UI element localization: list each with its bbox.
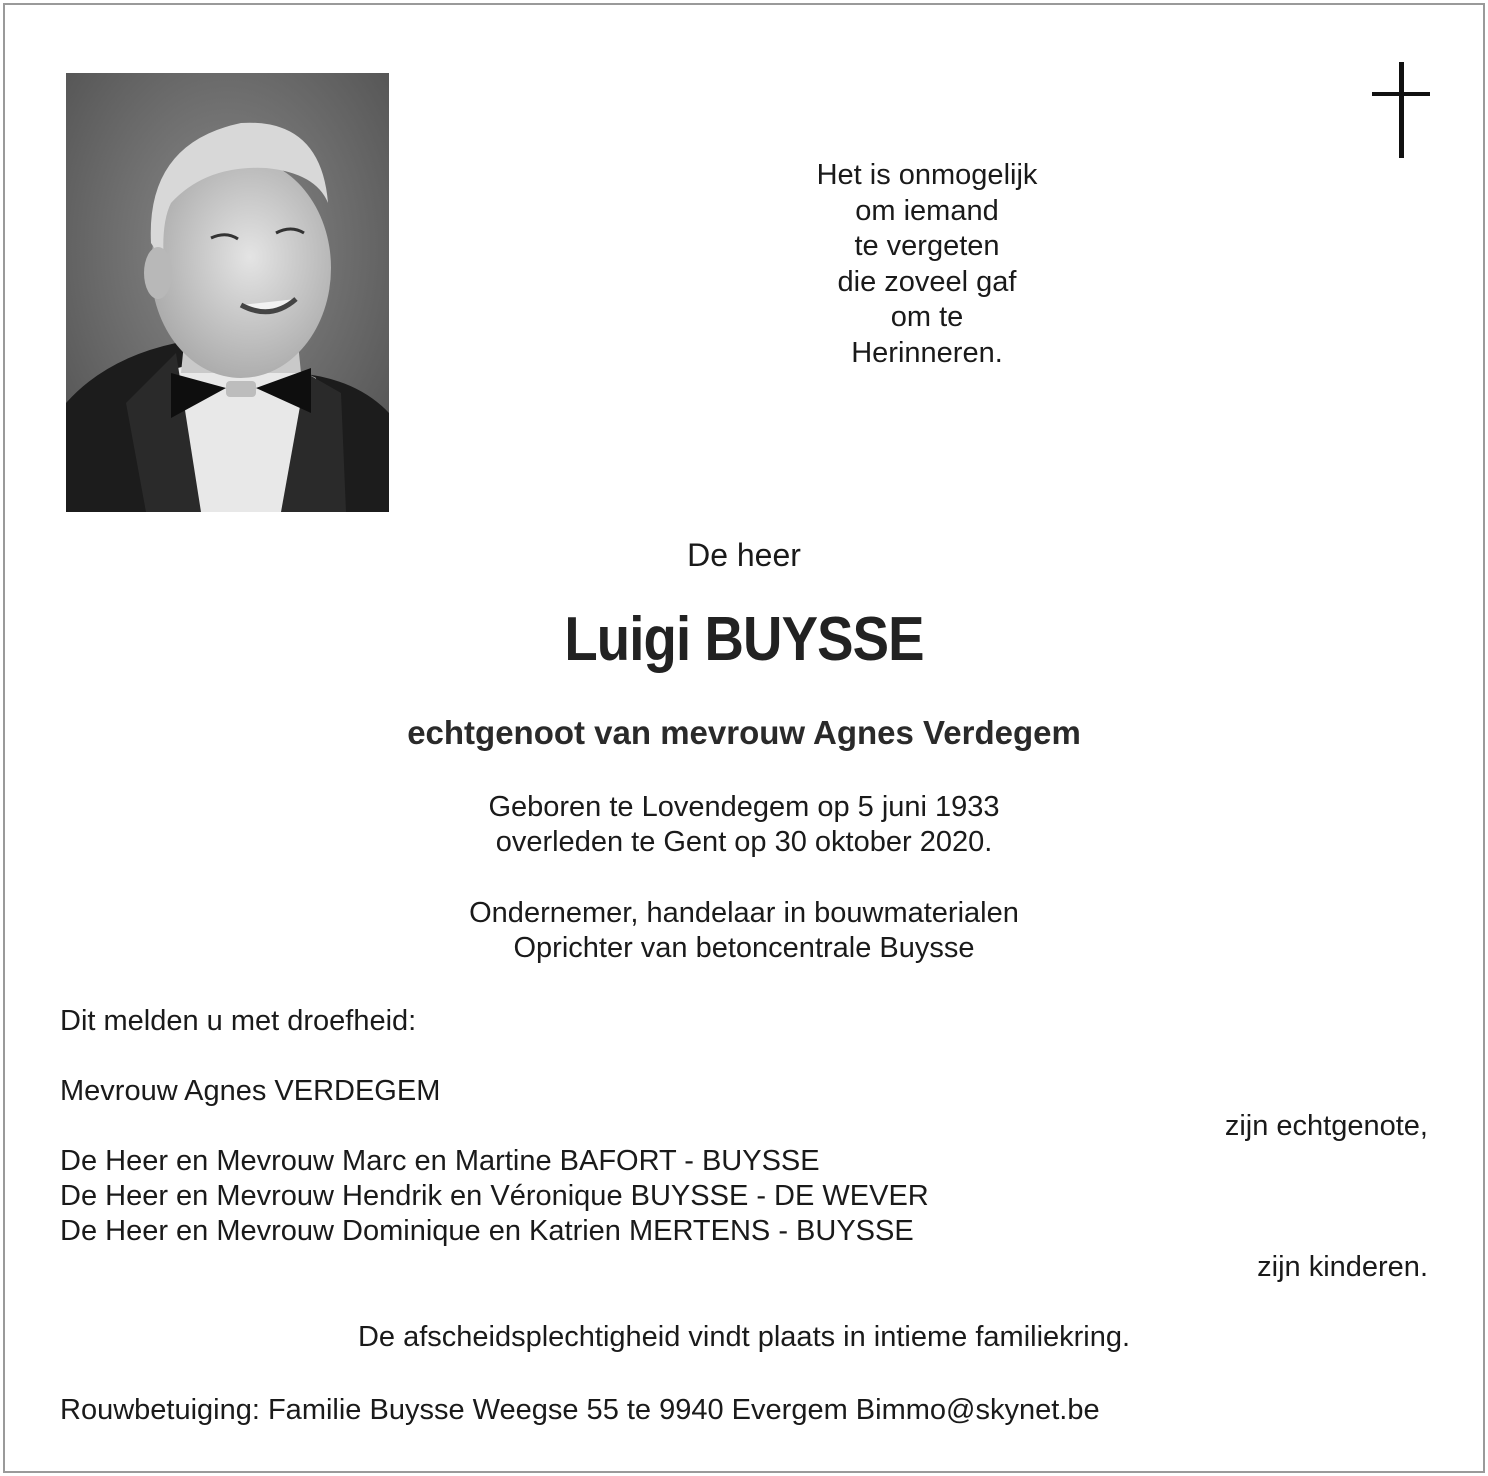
- poem-line: om iemand: [855, 194, 999, 227]
- spouse-line: echtgenoot van mevrouw Agnes Verdegem: [407, 714, 1081, 751]
- wife-role: zijn echtgenote,: [1224, 1110, 1428, 1142]
- ceremony-notice: De afscheidsplechtigheid vindt plaats in intieme familiekring.: [357, 1321, 1131, 1353]
- salutation: De heer: [687, 537, 801, 573]
- birth-line: Geboren te Lovendegem op 5 juni 1933: [488, 791, 1000, 823]
- family-intro: Dit melden u met droefheid:: [60, 1005, 417, 1037]
- founder-line: Oprichter van betoncentrale Buysse: [513, 932, 975, 964]
- deceased-name: Luigi BUYSSE: [564, 605, 924, 674]
- child-family: De Heer en Mevrouw Marc en Martine BAFORT - BUYSSE: [60, 1145, 820, 1177]
- cross-vertical-bar: [1399, 62, 1404, 158]
- poem-line: die zoveel gaf: [837, 265, 1017, 298]
- cross-icon: [1372, 62, 1430, 158]
- poem-line: om te: [890, 301, 964, 333]
- poem-line: Het is onmogelijk: [816, 159, 1038, 191]
- cross-horizontal-bar: [1372, 92, 1430, 96]
- condolence-contact: Rouwbetuiging: Familie Buysse Weegse 55 te 9940 Evergem Bimmo@skynet.be: [60, 1394, 1100, 1426]
- death-line: overleden te Gent op 30 oktober 2020.: [495, 826, 993, 858]
- poem: [727, 158, 1127, 371]
- profession-line: Ondernemer, handelaar in bouwmaterialen: [469, 897, 1019, 929]
- children-role: zijn kinderen.: [1257, 1251, 1428, 1283]
- child-family: De Heer en Mevrouw Hendrik en Véronique BUYSSE - DE WEVER: [60, 1180, 929, 1212]
- wife-name: Mevrouw Agnes VERDEGEM: [60, 1075, 441, 1107]
- child-family: De Heer en Mevrouw Dominique en Katrien MERTENS - BUYSSE: [60, 1215, 914, 1247]
- portrait-photo: [66, 73, 389, 512]
- poem-line: Herinneren.: [851, 336, 1003, 369]
- poem-line: te vergeten: [854, 230, 1000, 262]
